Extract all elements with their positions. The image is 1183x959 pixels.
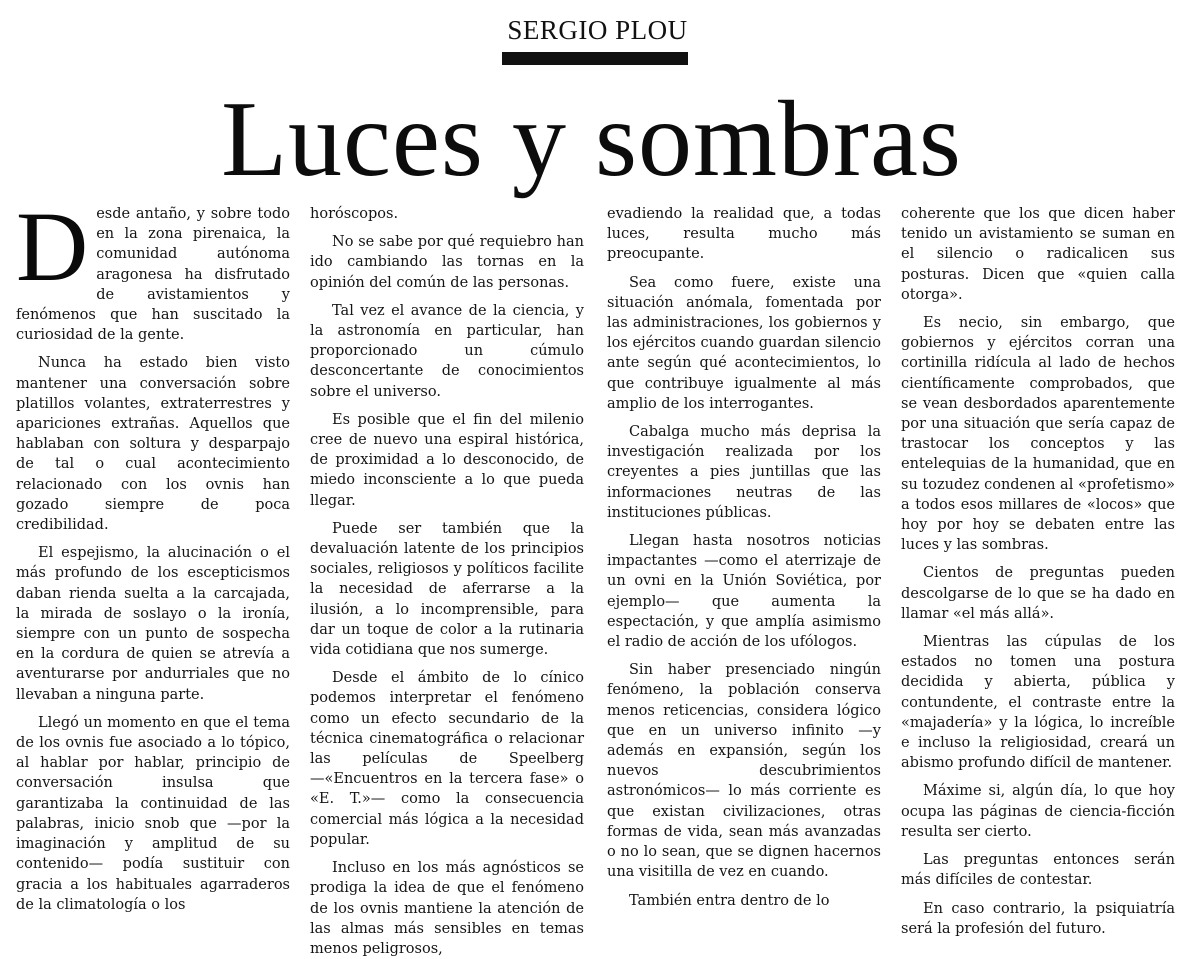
paragraph: horóscopos.: [310, 206, 399, 222]
paragraph: Desde el ámbito de lo cínico podemos interpretar el fenómeno como un efecto secundario de la técnica cinematográfica o relacionar las películas de Speelberg —«Encuentros en la tercera fase» o «E. T.»— como la consecuencia comercial más lógica a la necesidad popular.: [310, 670, 584, 848]
paragraph: Puede ser también que la devaluación latente de los principios sociales, religiosos y políticos facilite la necesidad de aferrarse a la ilusión, a lo incomprensible, para dar un toque de color a la rutinaria vida cotidiana que nos sumerge.: [310, 520, 584, 659]
paragraph: También entra dentro de lo: [629, 892, 830, 909]
paragraph: Cabalga mucho más deprisa la investigación realizada por los creyentes a pies juntillas que las informaciones neutras de las instituciones públicas.: [607, 424, 881, 521]
article-body: [16, 191, 1178, 957]
paragraph: coherente que los que dicen haber tenido un avistamiento se suman en el silencio o radicalicen sus posturas. Dicen que «quien calla otorga».: [901, 206, 1175, 303]
paragraph: Nunca ha estado bien visto mantener una conversación sobre platillos volantes, extraterrestres y apariciones extrañas. Aquellos que hablaban con soltura y desparpajo de tal o cual acontecimiento relacionado con los ovnis han gozado siempre de poca credibilidad.: [16, 355, 290, 534]
paragraph: Llegó un momento en que el tema de los ovnis fue asociado a lo tópico, al hablar por hablar, principio de conversación insulsa que garantizaba la continuidad de las palabras, inicio snob que —por la imaginación y amplitud de su contenido— podía sustituir con gracia a los habituales agarraderos de la climatología o los: [16, 714, 290, 913]
paragraph: Las preguntas entonces serán más difíciles de contestar.: [901, 852, 1175, 889]
paragraph: El espejismo, la alucinación o el más profundo de los escepticismos daban rienda suelta a la carcajada, la mirada de soslayo o la ironía, siempre con un punto de sospecha en la cordura de quien se atrevía a aventurarse por andurriales que no llevaban a ninguna parte.: [16, 545, 290, 703]
paragraph: Tal vez el avance de la ciencia, y la astronomía en particular, han proporcionado un cúmulo desconcertante de conocimientos sobre el universo.: [310, 302, 584, 400]
paragraph: Incluso en los más agnósticos se prodiga la idea de que el fenómeno de los ovnis mantiene la atención de las almas más sensibles en temas menos peligrosos,: [310, 860, 584, 957]
paragraph: Máxime si, algún día, lo que hoy ocupa las páginas de ciencia-ficción resulta ser cierto.: [901, 783, 1175, 840]
drop-cap-letter: D: [16, 191, 89, 302]
column-4: [901, 204, 1175, 944]
paragraph: En caso contrario, la psiquiatría será la profesión del futuro.: [901, 900, 1175, 937]
paragraph: [16, 191, 290, 345]
column-3: [607, 204, 881, 944]
paragraph: Es necio, sin embargo, que gobiernos y ejércitos corran una cortinilla ridícula al lado de hechos científicamente comprobados, que se vean desbordados aparentemente por una situación que sería capaz de trastocar los conceptos y las entelequias de la humanidad, que en su tozudez condenen al «profetismo» a todos esos millares de «locos» que hoy por hoy se debaten entre las luces y las sombras.: [901, 315, 1175, 554]
paragraph: evadiendo la realidad que, a todas luces, resulta mucho más preocupante.: [607, 206, 881, 263]
author-underline-rule: [502, 52, 688, 65]
author-byline: SERGIO PLOU: [507, 15, 688, 45]
article-headline: Luces y sombras: [221, 80, 962, 199]
column-1: [16, 191, 290, 944]
paragraph: No se sabe por qué requiebro han ido cambiando las tornas en la opinión del común de las personas.: [310, 234, 584, 291]
paragraph-text: esde antaño, y sobre todo en la zona pirenaica, la comunidad autónoma aragonesa ha disfrutado de avistamientos y fenómenos que han suscitado la curiosidad de la gente.: [16, 206, 290, 344]
paragraph: Mientras las cúpulas de los estados no tomen una postura decidida y abierta, pública y contundente, el contraste entre la «majadería» y la lógica, lo increíble e incluso la religiosidad, creará un abismo profundo difícil de mantener.: [901, 634, 1175, 772]
column-2: [310, 204, 584, 957]
paragraph: Sin haber presenciado ningún fenómeno, la población conserva menos reticencias, considera lógico que en un universo infinito —y además en expansión, según los nuevos descubrimientos astronómicos— lo más corriente es que existan civilizaciones, otras formas de vida, sean más avanzadas o no lo sean, que se dignen hacernos una visitilla de vez en cuando.: [607, 662, 881, 881]
paragraph: Sea como fuere, existe una situación anómala, fomentada por las administraciones, los gobiernos y los ejércitos cuando guardan silencio ante según qué acontecimientos, lo que contribuye igualmente al más amplio de los interrogantes.: [607, 274, 881, 412]
paragraph: Cientos de preguntas pueden descolgarse de lo que se ha dado en llamar «el más allá».: [901, 565, 1175, 622]
paragraph: Llegan hasta nosotros noticias impactantes —como el aterrizaje de un ovni en la Unión Soviética, por ejemplo— que aumenta la espectación, y que amplía asimismo el radio de acción de los ufólogos.: [607, 533, 881, 651]
paragraph: Es posible que el fin del milenio cree de nuevo una espiral histórica, de proximidad a lo desconocido, de miedo inconsciente a lo que pueda llegar.: [310, 411, 584, 509]
